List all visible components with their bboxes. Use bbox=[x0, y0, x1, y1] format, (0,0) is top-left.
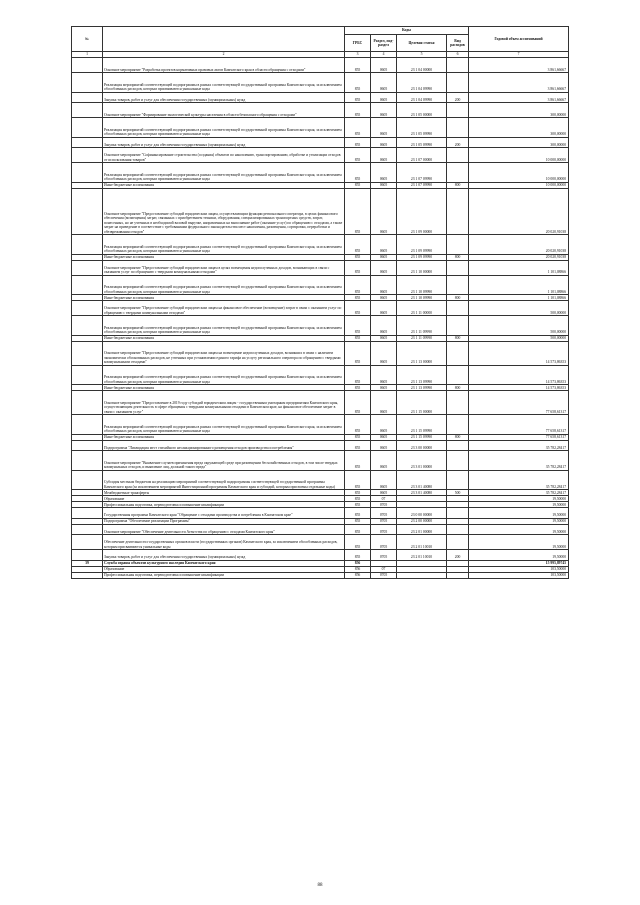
row-number-cell bbox=[72, 73, 103, 93]
row-number-cell bbox=[72, 508, 103, 519]
row-grbs-cell: 855 bbox=[345, 470, 371, 490]
row-number-cell bbox=[72, 92, 103, 103]
index-cell: 1 bbox=[72, 52, 103, 58]
row-name-cell: Основное мероприятие "Предоставление субсидий юридическим лицам на возмещение недополученных доходов, возникших в связи с наличием экономически обоснованных расходов, не учтенных при установлении единого тарифа на услугу регионального оператора по обращению с твердыми коммунальными отходами" bbox=[103, 341, 345, 365]
row-section-cell: 0605 bbox=[371, 163, 397, 183]
row-grbs-cell: 855 bbox=[345, 163, 371, 183]
row-section-cell: 0605 bbox=[371, 275, 397, 295]
row-amount-cell: 77 658,61317 bbox=[469, 434, 569, 440]
row-grbs-cell: 855 bbox=[345, 434, 371, 440]
row-amount-cell: 35 782,28417 bbox=[469, 490, 569, 496]
row-name-cell: Реализация мероприятий соответствующей подпрограммы в рамках соответствующей государственной программы Камчатского края, за исключением обособленных расходов, которым присваиваются уникальные коды bbox=[103, 275, 345, 295]
row-exptype-cell bbox=[447, 301, 469, 316]
row-target-cell: 23 1 15 09990 bbox=[397, 415, 447, 435]
table-row bbox=[72, 550, 569, 561]
table-row bbox=[72, 391, 569, 415]
row-number-cell: 39 bbox=[72, 560, 103, 566]
col-exptype-header: Вид расходов bbox=[447, 35, 469, 52]
row-exptype-cell: 800 bbox=[447, 254, 469, 260]
row-name-cell: Основное мероприятие "Разработка проектов нормативных правовых актов Камчатского края в области обращения с отходами" bbox=[103, 58, 345, 73]
row-section-cell: 0605 bbox=[371, 391, 397, 415]
row-grbs-cell: 855 bbox=[345, 260, 371, 275]
row-name-cell: Образование bbox=[103, 496, 345, 502]
row-exptype-cell bbox=[447, 535, 469, 550]
row-grbs-cell: 856 bbox=[345, 572, 371, 578]
row-target-cell: 23 3 00 00000 bbox=[397, 440, 447, 451]
row-amount-cell: 1 101,08866 bbox=[469, 295, 569, 301]
row-amount-cell: 20 020,91038 bbox=[469, 254, 569, 260]
row-name-cell: Обеспечение деятельности государственных органов власти (государственных органов) Камчатского края, за исключением обособленных расходов, которым присваиваются уникальные коды bbox=[103, 535, 345, 550]
row-grbs-cell: 855 bbox=[345, 524, 371, 535]
row-grbs-cell: 855 bbox=[345, 391, 371, 415]
index-cell: 3 bbox=[345, 52, 371, 58]
page-number: 88 bbox=[317, 883, 323, 888]
row-name-cell: Закупка товаров, работ и услуг для обеспечения государственных (муниципальных) нужд bbox=[103, 137, 345, 148]
row-target-cell: 23 3 01 00000 bbox=[397, 451, 447, 471]
col-number-header: № bbox=[72, 27, 103, 52]
row-amount-cell: 500,00000 bbox=[469, 316, 569, 336]
row-exptype-cell bbox=[447, 391, 469, 415]
row-number-cell bbox=[72, 470, 103, 490]
row-exptype-cell: 800 bbox=[447, 295, 469, 301]
row-name-cell: Закупка товаров, работ и услуг для обеспечения государственных (муниципальных) нужд bbox=[103, 92, 345, 103]
row-amount-cell: 14 573,86353 bbox=[469, 341, 569, 365]
row-target-cell: 23 1 10 00000 bbox=[397, 260, 447, 275]
row-section-cell: 0605 bbox=[371, 137, 397, 148]
row-section-cell: 07 bbox=[371, 566, 397, 572]
row-grbs-cell: 855 bbox=[345, 451, 371, 471]
col-amount-header: Годовой объем ассигнований bbox=[469, 27, 569, 52]
row-name-cell: Иные бюджетные ассигнования bbox=[103, 295, 345, 301]
row-number-cell bbox=[72, 118, 103, 138]
row-amount-cell: 10 000,00000 bbox=[469, 182, 569, 188]
row-amount-cell: 103,50000 bbox=[469, 566, 569, 572]
row-exptype-cell: 200 bbox=[447, 137, 469, 148]
row-exptype-cell bbox=[447, 235, 469, 255]
index-cell: 2 bbox=[103, 52, 345, 58]
row-exptype-cell bbox=[447, 365, 469, 385]
row-name-cell: Основное мероприятие "Предоставление в 2019 году субсидий юридическим лицам - государственным унитарным предприятиям Камчатского края, осуществляющим деятельность в сфере обращения с твердыми коммунальными отходами в Камчатском крае, на финансовое обеспечение затрат в связи с оказанием услуг" bbox=[103, 391, 345, 415]
table-row bbox=[72, 535, 569, 550]
table-row bbox=[72, 440, 569, 451]
table-row bbox=[72, 260, 569, 275]
row-target-cell: 23 2 01 10010 bbox=[397, 550, 447, 561]
row-exptype-cell: 800 bbox=[447, 434, 469, 440]
row-amount-cell: 77 658,61317 bbox=[469, 415, 569, 435]
row-section-cell: 0605 bbox=[371, 58, 397, 73]
row-amount-cell: 1 101,08866 bbox=[469, 275, 569, 295]
col-grbs-header: ГРБС bbox=[345, 35, 371, 52]
row-target-cell: 23 3 01 40080 bbox=[397, 490, 447, 496]
row-grbs-cell: 855 bbox=[345, 182, 371, 188]
row-section-cell: 0705 bbox=[371, 518, 397, 524]
row-grbs-cell: 855 bbox=[345, 440, 371, 451]
row-section-cell: 0705 bbox=[371, 535, 397, 550]
row-grbs-cell: 855 bbox=[345, 295, 371, 301]
row-section-cell: 0605 bbox=[371, 341, 397, 365]
row-exptype-cell: 200 bbox=[447, 550, 469, 561]
row-amount-cell: 15 995,89745 bbox=[469, 560, 569, 566]
row-name-cell: Реализация мероприятий соответствующей подпрограммы в рамках соответствующей государственной программы Камчатского края, за исключением обособленных расходов, которым присваиваются уникальные коды bbox=[103, 415, 345, 435]
row-section-cell: 0605 bbox=[371, 470, 397, 490]
row-exptype-cell bbox=[447, 188, 469, 235]
row-name-cell: Иные бюджетные ассигнования bbox=[103, 335, 345, 341]
row-name-cell: Основное мероприятие "Предоставление субсидий юридическим лицам в целях возмещения недополученных доходов, возникающих в связи с оказанием услуг по обращению с твердыми коммунальными отходами" bbox=[103, 260, 345, 275]
table-row bbox=[72, 470, 569, 490]
row-name-cell: Межбюджетные трансферты bbox=[103, 490, 345, 496]
row-amount-cell: 300,00000 bbox=[469, 137, 569, 148]
row-amount-cell: 35 782,28417 bbox=[469, 470, 569, 490]
table-row bbox=[72, 73, 569, 93]
row-grbs-cell: 855 bbox=[345, 490, 371, 496]
row-section-cell: 07 bbox=[371, 496, 397, 502]
row-target-cell bbox=[397, 572, 447, 578]
row-amount-cell: 3 861,66667 bbox=[469, 92, 569, 103]
row-name-cell: Основное мероприятие "Обеспечение деятельности Агентства по обращению с отходами Камчатского края" bbox=[103, 524, 345, 535]
row-name-cell: Подпрограмма "Ликвидация мест стихийного несанкционированного размещения отходов производства и потребления" bbox=[103, 440, 345, 451]
row-section-cell: 0605 bbox=[371, 148, 397, 163]
row-section-cell: 0605 bbox=[371, 434, 397, 440]
row-exptype-cell bbox=[447, 341, 469, 365]
row-target-cell: 23 1 11 00000 bbox=[397, 301, 447, 316]
budget-table bbox=[71, 26, 569, 579]
row-number-cell bbox=[72, 572, 103, 578]
index-cell: 7 bbox=[469, 52, 569, 58]
row-grbs-cell: 855 bbox=[345, 316, 371, 336]
row-target-cell: 23 1 11 09990 bbox=[397, 335, 447, 341]
row-section-cell: 0605 bbox=[371, 103, 397, 118]
row-exptype-cell bbox=[447, 148, 469, 163]
row-name-cell: Основное мероприятие "Формирование экологической культуры населения в области безопасного обращения с отходами" bbox=[103, 103, 345, 118]
row-target-cell: 23 2 01 00000 bbox=[397, 524, 447, 535]
row-grbs-cell: 855 bbox=[345, 335, 371, 341]
table-row bbox=[72, 508, 569, 519]
row-amount-cell: 500,00000 bbox=[469, 301, 569, 316]
table-row bbox=[72, 92, 569, 103]
row-grbs-cell: 855 bbox=[345, 502, 371, 508]
row-number-cell bbox=[72, 341, 103, 365]
row-number-cell bbox=[72, 316, 103, 336]
row-amount-cell: 20 020,91038 bbox=[469, 188, 569, 235]
row-amount-cell: 20 020,91038 bbox=[469, 235, 569, 255]
row-exptype-cell bbox=[447, 524, 469, 535]
row-exptype-cell bbox=[447, 163, 469, 183]
table-row bbox=[72, 235, 569, 255]
row-amount-cell: 300,00000 bbox=[469, 118, 569, 138]
row-name-cell: Реализация мероприятий соответствующей подпрограммы в рамках соответствующей государственной программы Камчатского края, за исключением обособленных расходов, которым присваиваются уникальные коды bbox=[103, 316, 345, 336]
row-section-cell: 0605 bbox=[371, 301, 397, 316]
row-number-cell bbox=[72, 58, 103, 73]
table-row bbox=[72, 365, 569, 385]
row-name-cell: Реализация мероприятий соответствующей подпрограммы в рамках соответствующей государственной программы Камчатского края, за исключением обособленных расходов, которым присваиваются уникальные коды bbox=[103, 365, 345, 385]
row-name-cell: Реализация мероприятий соответствующей подпрограммы в рамках соответствующей государственной программы Камчатского края, за исключением обособленных расходов, которым присваиваются уникальные коды bbox=[103, 73, 345, 93]
row-amount-cell: 14 573,86353 bbox=[469, 385, 569, 391]
row-amount-cell: 300,00000 bbox=[469, 103, 569, 118]
row-amount-cell: 35 782,28417 bbox=[469, 451, 569, 471]
row-section-cell: 0605 bbox=[371, 73, 397, 93]
row-name-cell: Образование bbox=[103, 566, 345, 572]
row-name-cell: Иные бюджетные ассигнования bbox=[103, 385, 345, 391]
row-target-cell: 23 1 07 09990 bbox=[397, 163, 447, 183]
row-grbs-cell: 855 bbox=[345, 73, 371, 93]
row-amount-cell: 14 573,86353 bbox=[469, 365, 569, 385]
row-number-cell bbox=[72, 163, 103, 183]
row-name-cell: Реализация мероприятий соответствующей подпрограммы в рамках соответствующей государственной программы Камчатского края, за исключением обособленных расходов, которым присваиваются уникальные коды bbox=[103, 118, 345, 138]
row-target-cell: 23 1 09 09990 bbox=[397, 235, 447, 255]
row-section-cell: 0705 bbox=[371, 508, 397, 519]
row-grbs-cell: 855 bbox=[345, 550, 371, 561]
row-amount-cell: 103,50000 bbox=[469, 572, 569, 578]
table-row bbox=[72, 451, 569, 471]
row-amount-cell: 77 658,61317 bbox=[469, 391, 569, 415]
row-exptype-cell: 800 bbox=[447, 335, 469, 341]
row-grbs-cell: 855 bbox=[345, 103, 371, 118]
index-cell: 4 bbox=[371, 52, 397, 58]
row-section-cell: 0705 bbox=[371, 524, 397, 535]
row-amount-cell: 35 782,28417 bbox=[469, 440, 569, 451]
row-grbs-cell: 855 bbox=[345, 341, 371, 365]
row-target-cell: 23 1 09 09990 bbox=[397, 254, 447, 260]
row-section-cell: 0605 bbox=[371, 118, 397, 138]
row-exptype-cell bbox=[447, 415, 469, 435]
index-cell: 5 bbox=[397, 52, 447, 58]
row-exptype-cell bbox=[447, 260, 469, 275]
row-name-cell: Служба охраны объектов культурного наследия Камчатского края bbox=[103, 560, 345, 566]
row-amount-cell: 19,50000 bbox=[469, 535, 569, 550]
row-grbs-cell: 855 bbox=[345, 92, 371, 103]
row-name-cell: Основное мероприятие "Софинансирование строительства (создания) объектов по накоплению, транспортированию, обработке и утилизации отходов от использования товаров" bbox=[103, 148, 345, 163]
row-section-cell: 0605 bbox=[371, 254, 397, 260]
row-name-cell: Закупка товаров, работ и услуг для обеспечения государственных (муниципальных) нужд bbox=[103, 550, 345, 561]
col-section-header: Раздел, под-раздел bbox=[371, 35, 397, 52]
row-number-cell bbox=[72, 524, 103, 535]
row-name-cell: Субсидия местным бюджетам на реализацию мероприятий соответствующей подпрограммы соответствующей государственной программы Камчатского края (за исключением мероприятий Инвестиционной программы Камчатского края и субсидий, которым присвоены отдельные коды) bbox=[103, 470, 345, 490]
row-target-cell: 23 1 13 09990 bbox=[397, 365, 447, 385]
row-number-cell bbox=[72, 440, 103, 451]
row-grbs-cell: 855 bbox=[345, 535, 371, 550]
row-exptype-cell: 800 bbox=[447, 385, 469, 391]
row-name-cell: Подпрограмма "Обеспечение реализации Программы" bbox=[103, 518, 345, 524]
row-grbs-cell: 855 bbox=[345, 518, 371, 524]
row-number-cell bbox=[72, 148, 103, 163]
row-number-cell bbox=[72, 137, 103, 148]
row-target-cell: 23 0 00 00000 bbox=[397, 508, 447, 519]
row-grbs-cell: 855 bbox=[345, 118, 371, 138]
row-name-cell: Реализация мероприятий соответствующей подпрограммы в рамках соответствующей государственной программы Камчатского края, за исключением обособленных расходов, которым присваиваются уникальные коды bbox=[103, 163, 345, 183]
row-section-cell: 0605 bbox=[371, 440, 397, 451]
row-section-cell: 0705 bbox=[371, 502, 397, 508]
row-exptype-cell bbox=[447, 316, 469, 336]
row-section-cell: 0605 bbox=[371, 182, 397, 188]
table-row bbox=[72, 103, 569, 118]
row-target-cell: 23 1 13 00000 bbox=[397, 341, 447, 365]
row-target-cell: 23 1 04 00000 bbox=[397, 58, 447, 73]
row-target-cell: 23 1 04 09990 bbox=[397, 92, 447, 103]
row-target-cell: 23 1 09 00000 bbox=[397, 188, 447, 235]
table-row bbox=[72, 148, 569, 163]
row-amount-cell: 3 861,66667 bbox=[469, 58, 569, 73]
row-number-cell bbox=[72, 365, 103, 385]
row-number-cell bbox=[72, 260, 103, 275]
row-number-cell bbox=[72, 415, 103, 435]
row-target-cell: 23 1 15 00000 bbox=[397, 391, 447, 415]
table-row bbox=[72, 163, 569, 183]
row-section-cell: 0605 bbox=[371, 260, 397, 275]
row-grbs-cell: 855 bbox=[345, 415, 371, 435]
table-row bbox=[72, 301, 569, 316]
row-amount-cell: 19,50000 bbox=[469, 550, 569, 561]
table-row bbox=[72, 137, 569, 148]
row-amount-cell: 10 000,00000 bbox=[469, 148, 569, 163]
row-exptype-cell bbox=[447, 440, 469, 451]
row-grbs-cell: 855 bbox=[345, 508, 371, 519]
row-target-cell: 23 1 13 09990 bbox=[397, 385, 447, 391]
row-amount-cell: 500,00000 bbox=[469, 335, 569, 341]
row-section-cell: 0605 bbox=[371, 188, 397, 235]
row-exptype-cell bbox=[447, 73, 469, 93]
row-exptype-cell bbox=[447, 470, 469, 490]
row-grbs-cell: 856 bbox=[345, 560, 371, 566]
row-name-cell: Государственная программа Камчатского края "Обращение с отходами производства и потребления в Камчатском крае" bbox=[103, 508, 345, 519]
row-section-cell: 0605 bbox=[371, 316, 397, 336]
row-section-cell: 0605 bbox=[371, 365, 397, 385]
row-target-cell: 23 1 05 09990 bbox=[397, 118, 447, 138]
row-target-cell: 23 1 11 09990 bbox=[397, 316, 447, 336]
row-number-cell bbox=[72, 391, 103, 415]
row-amount-cell: 19,50000 bbox=[469, 508, 569, 519]
row-exptype-cell: 800 bbox=[447, 182, 469, 188]
row-amount-cell: 19,50000 bbox=[469, 496, 569, 502]
row-exptype-cell bbox=[447, 103, 469, 118]
row-section-cell: 0705 bbox=[371, 550, 397, 561]
table-row bbox=[72, 118, 569, 138]
row-number-cell bbox=[72, 235, 103, 255]
budget-table-page bbox=[71, 26, 568, 579]
row-exptype-cell bbox=[447, 275, 469, 295]
row-target-cell: 23 1 05 09990 bbox=[397, 137, 447, 148]
row-exptype-cell bbox=[447, 451, 469, 471]
index-cell: 6 bbox=[447, 52, 469, 58]
row-amount-cell: 19,50000 bbox=[469, 518, 569, 524]
row-grbs-cell: 855 bbox=[345, 365, 371, 385]
table-row bbox=[72, 415, 569, 435]
row-amount-cell: 1 101,08866 bbox=[469, 260, 569, 275]
row-target-cell: 23 1 05 00000 bbox=[397, 103, 447, 118]
row-exptype-cell: 500 bbox=[447, 490, 469, 496]
row-number-cell bbox=[72, 535, 103, 550]
table-row bbox=[72, 524, 569, 535]
row-section-cell: 0605 bbox=[371, 415, 397, 435]
row-exptype-cell bbox=[447, 572, 469, 578]
row-section-cell: 0605 bbox=[371, 490, 397, 496]
row-target-cell: 23 2 01 10010 bbox=[397, 535, 447, 550]
row-number-cell bbox=[72, 451, 103, 471]
row-grbs-cell: 855 bbox=[345, 254, 371, 260]
row-name-cell: Реализация мероприятий соответствующей подпрограммы в рамках соответствующей государственной программы Камчатского края, за исключением обособленных расходов, которым присваиваются уникальные коды bbox=[103, 235, 345, 255]
row-grbs-cell: 855 bbox=[345, 275, 371, 295]
row-exptype-cell bbox=[447, 508, 469, 519]
row-number-cell bbox=[72, 188, 103, 235]
row-target-cell: 23 2 00 00000 bbox=[397, 518, 447, 524]
col-name-header bbox=[103, 27, 345, 52]
row-number-cell bbox=[72, 301, 103, 316]
row-section-cell: 0705 bbox=[371, 572, 397, 578]
row-name-cell: Профессиональная подготовка, переподготовка и повышение квалификации bbox=[103, 502, 345, 508]
row-target-cell: 23 1 10 09990 bbox=[397, 295, 447, 301]
row-grbs-cell: 855 bbox=[345, 301, 371, 316]
row-grbs-cell: 855 bbox=[345, 235, 371, 255]
row-name-cell: Профессиональная подготовка, переподготовка и повышение квалификации bbox=[103, 572, 345, 578]
row-name-cell: Основное мероприятие "Предоставление субсидий юридическим лицам на финансовое обеспечение (возмещение) затрат в связи с оказанием услуг по обращению с твердыми коммунальными отходами" bbox=[103, 301, 345, 316]
row-exptype-cell bbox=[447, 58, 469, 73]
table-row bbox=[72, 58, 569, 73]
row-name-cell: Иные бюджетные ассигнования bbox=[103, 254, 345, 260]
row-amount-cell: 3 861,66667 bbox=[469, 73, 569, 93]
row-name-cell: Основное мероприятие "Предоставление субсидий юридическим лицам, осуществляющим функции регионального оператора, в целях финансового обеспечения (возмещения) затрат, связанных с приобретением техники, оборудования, специализированных транспортных средств, затрат, понесенных, но не учтенных в необходимой валовой выручке, направленных на выполнение работ (оказание услуг) по обращению с отходами, а также затрат на приведение в соответствие с требованиями федерального законодательства мест накопления, размещения, сортировки, переработки и обезвреживания отходов" bbox=[103, 188, 345, 235]
row-number-cell bbox=[72, 550, 103, 561]
row-amount-cell: 19,50000 bbox=[469, 502, 569, 508]
row-target-cell: 23 1 15 09990 bbox=[397, 434, 447, 440]
row-number-cell bbox=[72, 275, 103, 295]
table-row bbox=[72, 572, 569, 578]
row-amount-cell: 19,50000 bbox=[469, 524, 569, 535]
row-target-cell: 23 1 10 09990 bbox=[397, 275, 447, 295]
row-grbs-cell: 855 bbox=[345, 137, 371, 148]
row-target-cell: 23 1 04 09990 bbox=[397, 73, 447, 93]
row-grbs-cell: 856 bbox=[345, 566, 371, 572]
row-grbs-cell: 855 bbox=[345, 385, 371, 391]
row-number-cell bbox=[72, 103, 103, 118]
row-grbs-cell: 855 bbox=[345, 188, 371, 235]
row-exptype-cell bbox=[447, 118, 469, 138]
row-section-cell: 0605 bbox=[371, 335, 397, 341]
table-row bbox=[72, 188, 569, 235]
row-section-cell: 0605 bbox=[371, 92, 397, 103]
row-grbs-cell: 855 bbox=[345, 58, 371, 73]
row-grbs-cell: 855 bbox=[345, 148, 371, 163]
table-row bbox=[72, 275, 569, 295]
row-section-cell: 0605 bbox=[371, 385, 397, 391]
row-target-cell: 23 1 07 00000 bbox=[397, 148, 447, 163]
row-grbs-cell: 855 bbox=[345, 496, 371, 502]
col-codes-header: Коды bbox=[345, 27, 469, 35]
row-name-cell: Иные бюджетные ассигнования bbox=[103, 182, 345, 188]
header-row-top bbox=[72, 27, 569, 35]
row-name-cell: Основное мероприятие "Выявление случаев причинения вреда окружающей среде при размещении бесхозяйственных отходов, в том числе твердых коммунальных отходов, и выявление лиц, должной такого вреда" bbox=[103, 451, 345, 471]
row-section-cell: 0605 bbox=[371, 235, 397, 255]
row-name-cell: Иные бюджетные ассигнования bbox=[103, 434, 345, 440]
col-target-header: Целевая статья bbox=[397, 35, 447, 52]
row-exptype-cell: 200 bbox=[447, 92, 469, 103]
budget-table-body bbox=[72, 58, 569, 579]
row-section-cell: 0605 bbox=[371, 451, 397, 471]
row-section-cell: 0605 bbox=[371, 295, 397, 301]
row-amount-cell: 10 000,00000 bbox=[469, 163, 569, 183]
row-target-cell: 23 1 07 09990 bbox=[397, 182, 447, 188]
table-row bbox=[72, 341, 569, 365]
table-row bbox=[72, 316, 569, 336]
row-target-cell: 23 3 01 40080 bbox=[397, 470, 447, 490]
